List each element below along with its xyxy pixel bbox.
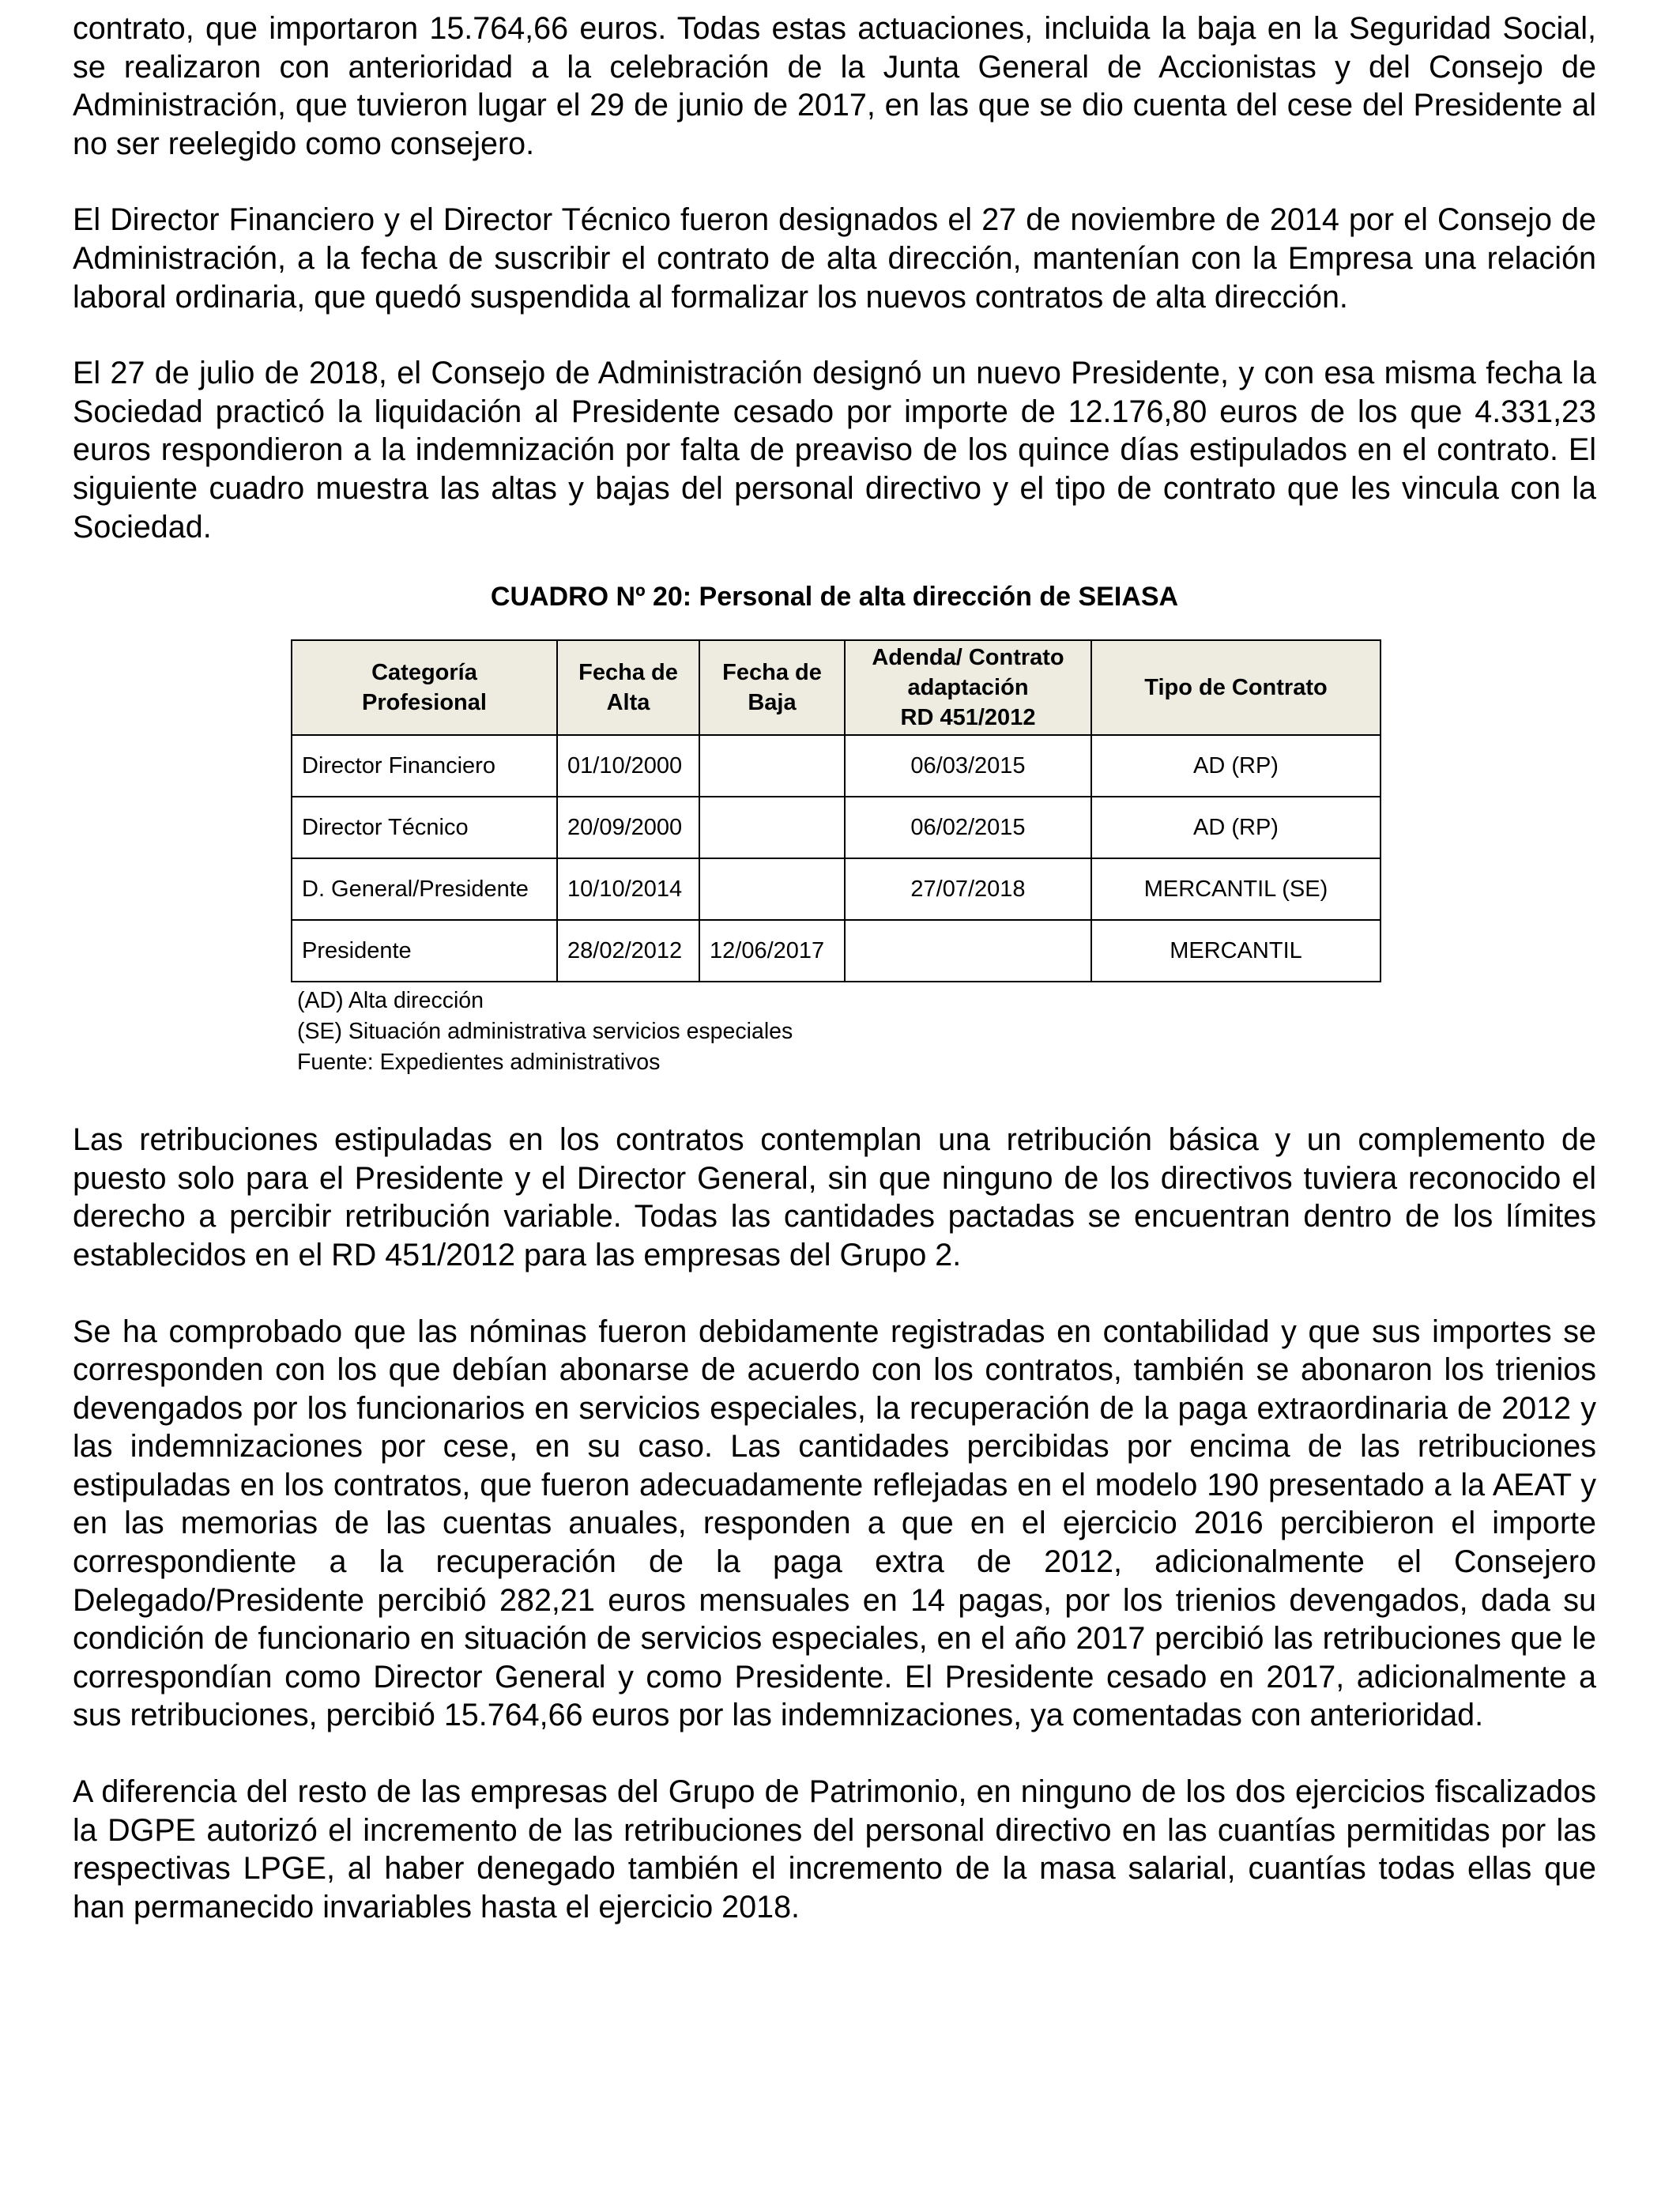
cell-tipo-contrato: AD (RP) [1091, 797, 1381, 858]
header-adenda-line1: Adenda/ Contrato [872, 645, 1064, 671]
header-categoria-line1: Categoría [371, 660, 477, 686]
paragraph-5: Se ha comprobado que las nóminas fueron debidamente registradas en contabilidad y que sus importes se corresponden con los que debían abonarse de acuerdo con los contratos, también se abonaron los trienios devengados por los funcionarios en servicios especiales, la recuperación de la paga extraordinaria de 2012 y las indemnizaciones por cese, en su caso. Las cantidades percibidas por encima de las retribuciones estipuladas en los contratos, que fueron adecuadamente reflejadas en el modelo 190 presentado a la AEAT y en las memorias de las cuentas anuales, responden a que en el ejercicio 2016 percibieron el importe correspondiente a la recuperación de la paga extra de 2012, adicionalmente el Consejero Delegado/Presidente percibió 282,21 euros mensuales en 14 pagas, por los trienios devengados, dada su condición de funcionario en situación de servicios especiales, en el año 2017 percibió las retribuciones que le correspondían como Director General y como Presidente. El Presidente cesado en 2017, adicionalmente a sus retribuciones, percibió 15.764,66 euros por las indemnizaciones, ya comentadas con anterioridad. [73, 1314, 1596, 1733]
header-adenda-line2: adaptación [907, 675, 1029, 701]
cell-adenda: 27/07/2018 [845, 858, 1091, 920]
header-tipo-contrato: Tipo de Contrato [1091, 640, 1381, 735]
table-container [291, 639, 1380, 982]
cell-categoria: D. General/Presidente [292, 858, 557, 920]
header-fecha-baja [699, 640, 845, 735]
cell-fecha-baja [699, 858, 845, 920]
cell-categoria: Presidente [292, 920, 557, 982]
cell-categoria: Director Financiero [292, 735, 557, 797]
table-row [292, 735, 1381, 797]
cell-adenda [845, 920, 1091, 982]
cell-tipo-contrato: MERCANTIL [1091, 920, 1381, 982]
header-alta-line2: Alta [606, 690, 650, 716]
note-ad: (AD) Alta dirección [297, 988, 484, 1014]
cell-adenda: 06/02/2015 [845, 797, 1091, 858]
header-alta-line1: Fecha de [578, 660, 678, 686]
paragraph-1: contrato, que importaron 15.764,66 euros. Todas estas actuaciones, incluida la baja en la Seguridad Social, se realizaron con anterioridad a la celebración de la Junta General de Accionistas y del Consejo de Administración, que tuvieron lugar el 29 de junio de 2017, en las que se dio cuenta del cese del Presidente al no ser reelegido como consejero. [73, 11, 1596, 161]
table-title: CUADRO Nº 20: Personal de alta dirección de SEIASA [490, 582, 1179, 613]
cell-categoria: Director Técnico [292, 797, 557, 858]
cell-fecha-alta: 01/10/2000 [557, 735, 699, 797]
table-notes [297, 986, 1596, 1078]
cell-fecha-alta: 10/10/2014 [557, 858, 699, 920]
table-row [292, 920, 1381, 982]
header-baja-line1: Fecha de [722, 660, 822, 686]
header-baja-line2: Baja [748, 690, 797, 716]
paragraph-3: El 27 de julio de 2018, el Consejo de Administración designó un nuevo Presidente, y con esa misma fecha la Sociedad practicó la liquidación al Presidente cesado por importe de 12.176,80 euros de los que 4.331,23 euros respondieron a la indemnización por falta de preaviso de los quince días estipulados en el contrato. El siguiente cuadro muestra las altas y bajas del personal directivo y el tipo de contrato que les vincula con la Sociedad. [73, 356, 1596, 545]
table-row [292, 858, 1381, 920]
cell-tipo-contrato: AD (RP) [1091, 735, 1381, 797]
cell-fecha-baja: 12/06/2017 [699, 920, 845, 982]
paragraph-2: El Director Financiero y el Director Técnico fueron designados el 27 de noviembre de 2014 por el Consejo de Administración, a la fecha de suscribir el contrato de alta dirección, mantenían con la Empresa una relación laboral ordinaria, que quedó suspendida al formalizar los nuevos contratos de alta dirección. [73, 202, 1596, 315]
note-se: (SE) Situación administrativa servicios especiales [297, 1019, 793, 1045]
personnel-table [291, 639, 1381, 982]
header-fecha-alta [557, 640, 699, 735]
paragraph-6: A diferencia del resto de las empresas del Grupo de Patrimonio, en ninguno de los dos ejercicios fiscalizados la DGPE autorizó el incremento de las retribuciones del personal directivo en las cuantías permitidas por las respectivas LPGE, al haber denegado también el incremento de la masa salarial, cuantías todas ellas que han permanecido invariables hasta el ejercicio 2018. [73, 1774, 1596, 1924]
cell-fecha-alta: 20/09/2000 [557, 797, 699, 858]
cell-tipo-contrato: MERCANTIL (SE) [1091, 858, 1381, 920]
header-adenda [845, 640, 1091, 735]
paragraph-4: Las retribuciones estipuladas en los contratos contemplan una retribución básica y un complemento de puesto solo para el Presidente y el Director General, sin que ninguno de los directivos tuviera reconocido el derecho a percibir retribución variable. Todas las cantidades pactadas se encuentran dentro de los límites establecidos en el RD 451/2012 para las empresas del Grupo 2. [73, 1122, 1596, 1272]
cell-adenda: 06/03/2015 [845, 735, 1091, 797]
cell-fecha-baja [699, 797, 845, 858]
table-header-row [292, 640, 1381, 735]
header-categoria-line2: Profesional [362, 690, 487, 716]
table-row [292, 797, 1381, 858]
cell-fecha-baja [699, 735, 845, 797]
note-source: Fuente: Expedientes administrativos [297, 1050, 661, 1076]
document-page [73, 9, 1596, 1926]
header-adenda-line3: RD 451/2012 [900, 705, 1036, 731]
cell-fecha-alta: 28/02/2012 [557, 920, 699, 982]
header-categoria [292, 640, 557, 735]
